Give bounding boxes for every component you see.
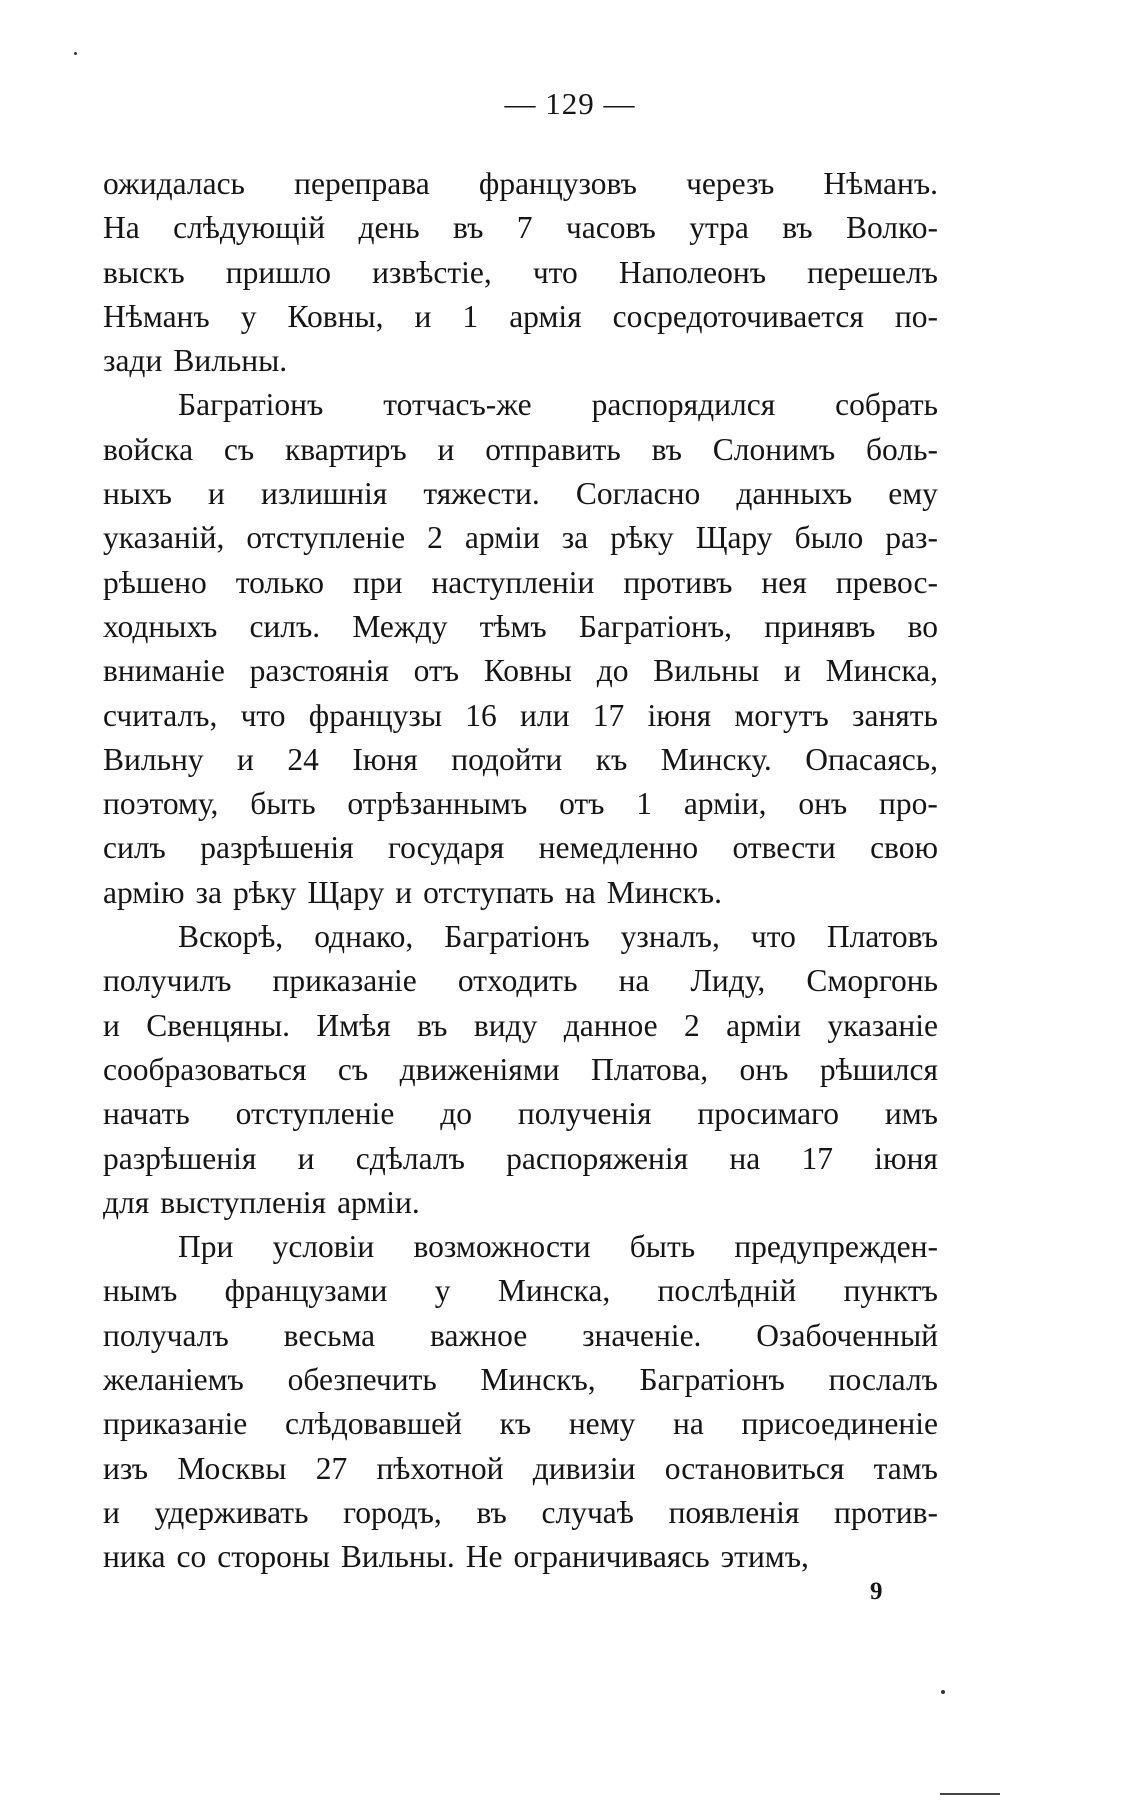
text-line: При условіи возможности быть предупрежден- (178, 1229, 938, 1265)
page-number: — 129 — (504, 86, 636, 121)
text-line: Нѣманъ у Ковны, и 1 армія сосредоточивается по- (103, 298, 938, 334)
text-line: сообразоваться съ движеніями Платова, онъ рѣшился (103, 1051, 938, 1087)
text-line: силъ разрѣшенія государя немедленно отвести свою (103, 830, 938, 866)
text-line: Вскорѣ, однако, Багратіонъ узналъ, что Платовъ (178, 919, 938, 955)
text-line: армію за рѣку Щару и отступать на Минскъ. (103, 874, 722, 910)
text-line: вниманіе разстоянія отъ Ковны до Вильны и Минска, (103, 653, 938, 689)
scan-speck (941, 1690, 945, 1694)
signature-mark: 9 (870, 1578, 883, 1605)
text-line: Багратіонъ тотчасъ-же распорядился собрать (178, 387, 938, 423)
text-line: желаніемъ обезпечить Минскъ, Багратіонъ послалъ (103, 1362, 938, 1398)
scan-speck (74, 52, 77, 55)
text-line: указаній, отступленіе 2 арміи за рѣку Щару было раз- (103, 520, 938, 556)
scan-edge-line (940, 1793, 1000, 1795)
text-line: ожидалась переправа французовъ черезъ Нѣманъ. (103, 166, 938, 201)
text-line: поэтому, быть отрѣзаннымъ отъ 1 арміи, онъ про- (103, 786, 938, 822)
text-line: и удерживать городъ, въ случаѣ появленія против- (103, 1494, 938, 1530)
text-line: ходныхъ силъ. Между тѣмъ Багратіонъ, принявъ во (103, 608, 938, 644)
text-line: получилъ приказаніе отходить на Лиду, Сморгонь (103, 963, 938, 999)
text-line: и Свенцяны. Имѣя въ виду данное 2 арміи указаніе (103, 1007, 938, 1043)
text-line: ника со стороны Вильны. Не ограничиваясь этимъ, (103, 1539, 809, 1575)
text-line: ныхъ и излишнія тяжести. Согласно данныхъ ему (103, 476, 938, 512)
text-line: зади Вильны. (103, 343, 288, 379)
text-line: для выступленія арміи. (103, 1184, 420, 1220)
text-line: выскъ пришло извѣстіе, что Наполеонъ перешелъ (103, 254, 938, 290)
text-line: рѣшено только при наступленіи противъ нея превос- (103, 564, 938, 600)
text-line: получалъ весьма важное значеніе. Озабоченный (103, 1317, 938, 1353)
text-body (103, 162, 938, 1580)
text-line: разрѣшенія и сдѣлалъ распоряженія на 17 іюня (103, 1140, 938, 1176)
text-line: изъ Москвы 27 пѣхотной дивизіи остановиться тамъ (103, 1450, 938, 1486)
text-line: Вильну и 24 Іюня подойти къ Минску. Опасаясь, (103, 741, 938, 777)
text-line: считалъ, что французы 16 или 17 іюня могутъ занять (103, 697, 938, 733)
text-line: начать отступленіе до полученія просимаго имъ (103, 1096, 938, 1132)
text-line: приказаніе слѣдовавшей къ нему на присоединеніе (103, 1406, 938, 1442)
text-line: войска съ квартиръ и отправить въ Слонимъ боль- (103, 431, 938, 467)
text-line: нымъ французами у Минска, послѣдній пунктъ (103, 1273, 938, 1309)
text-line: На слѣдующій день въ 7 часовъ утра въ Волко- (103, 210, 938, 246)
